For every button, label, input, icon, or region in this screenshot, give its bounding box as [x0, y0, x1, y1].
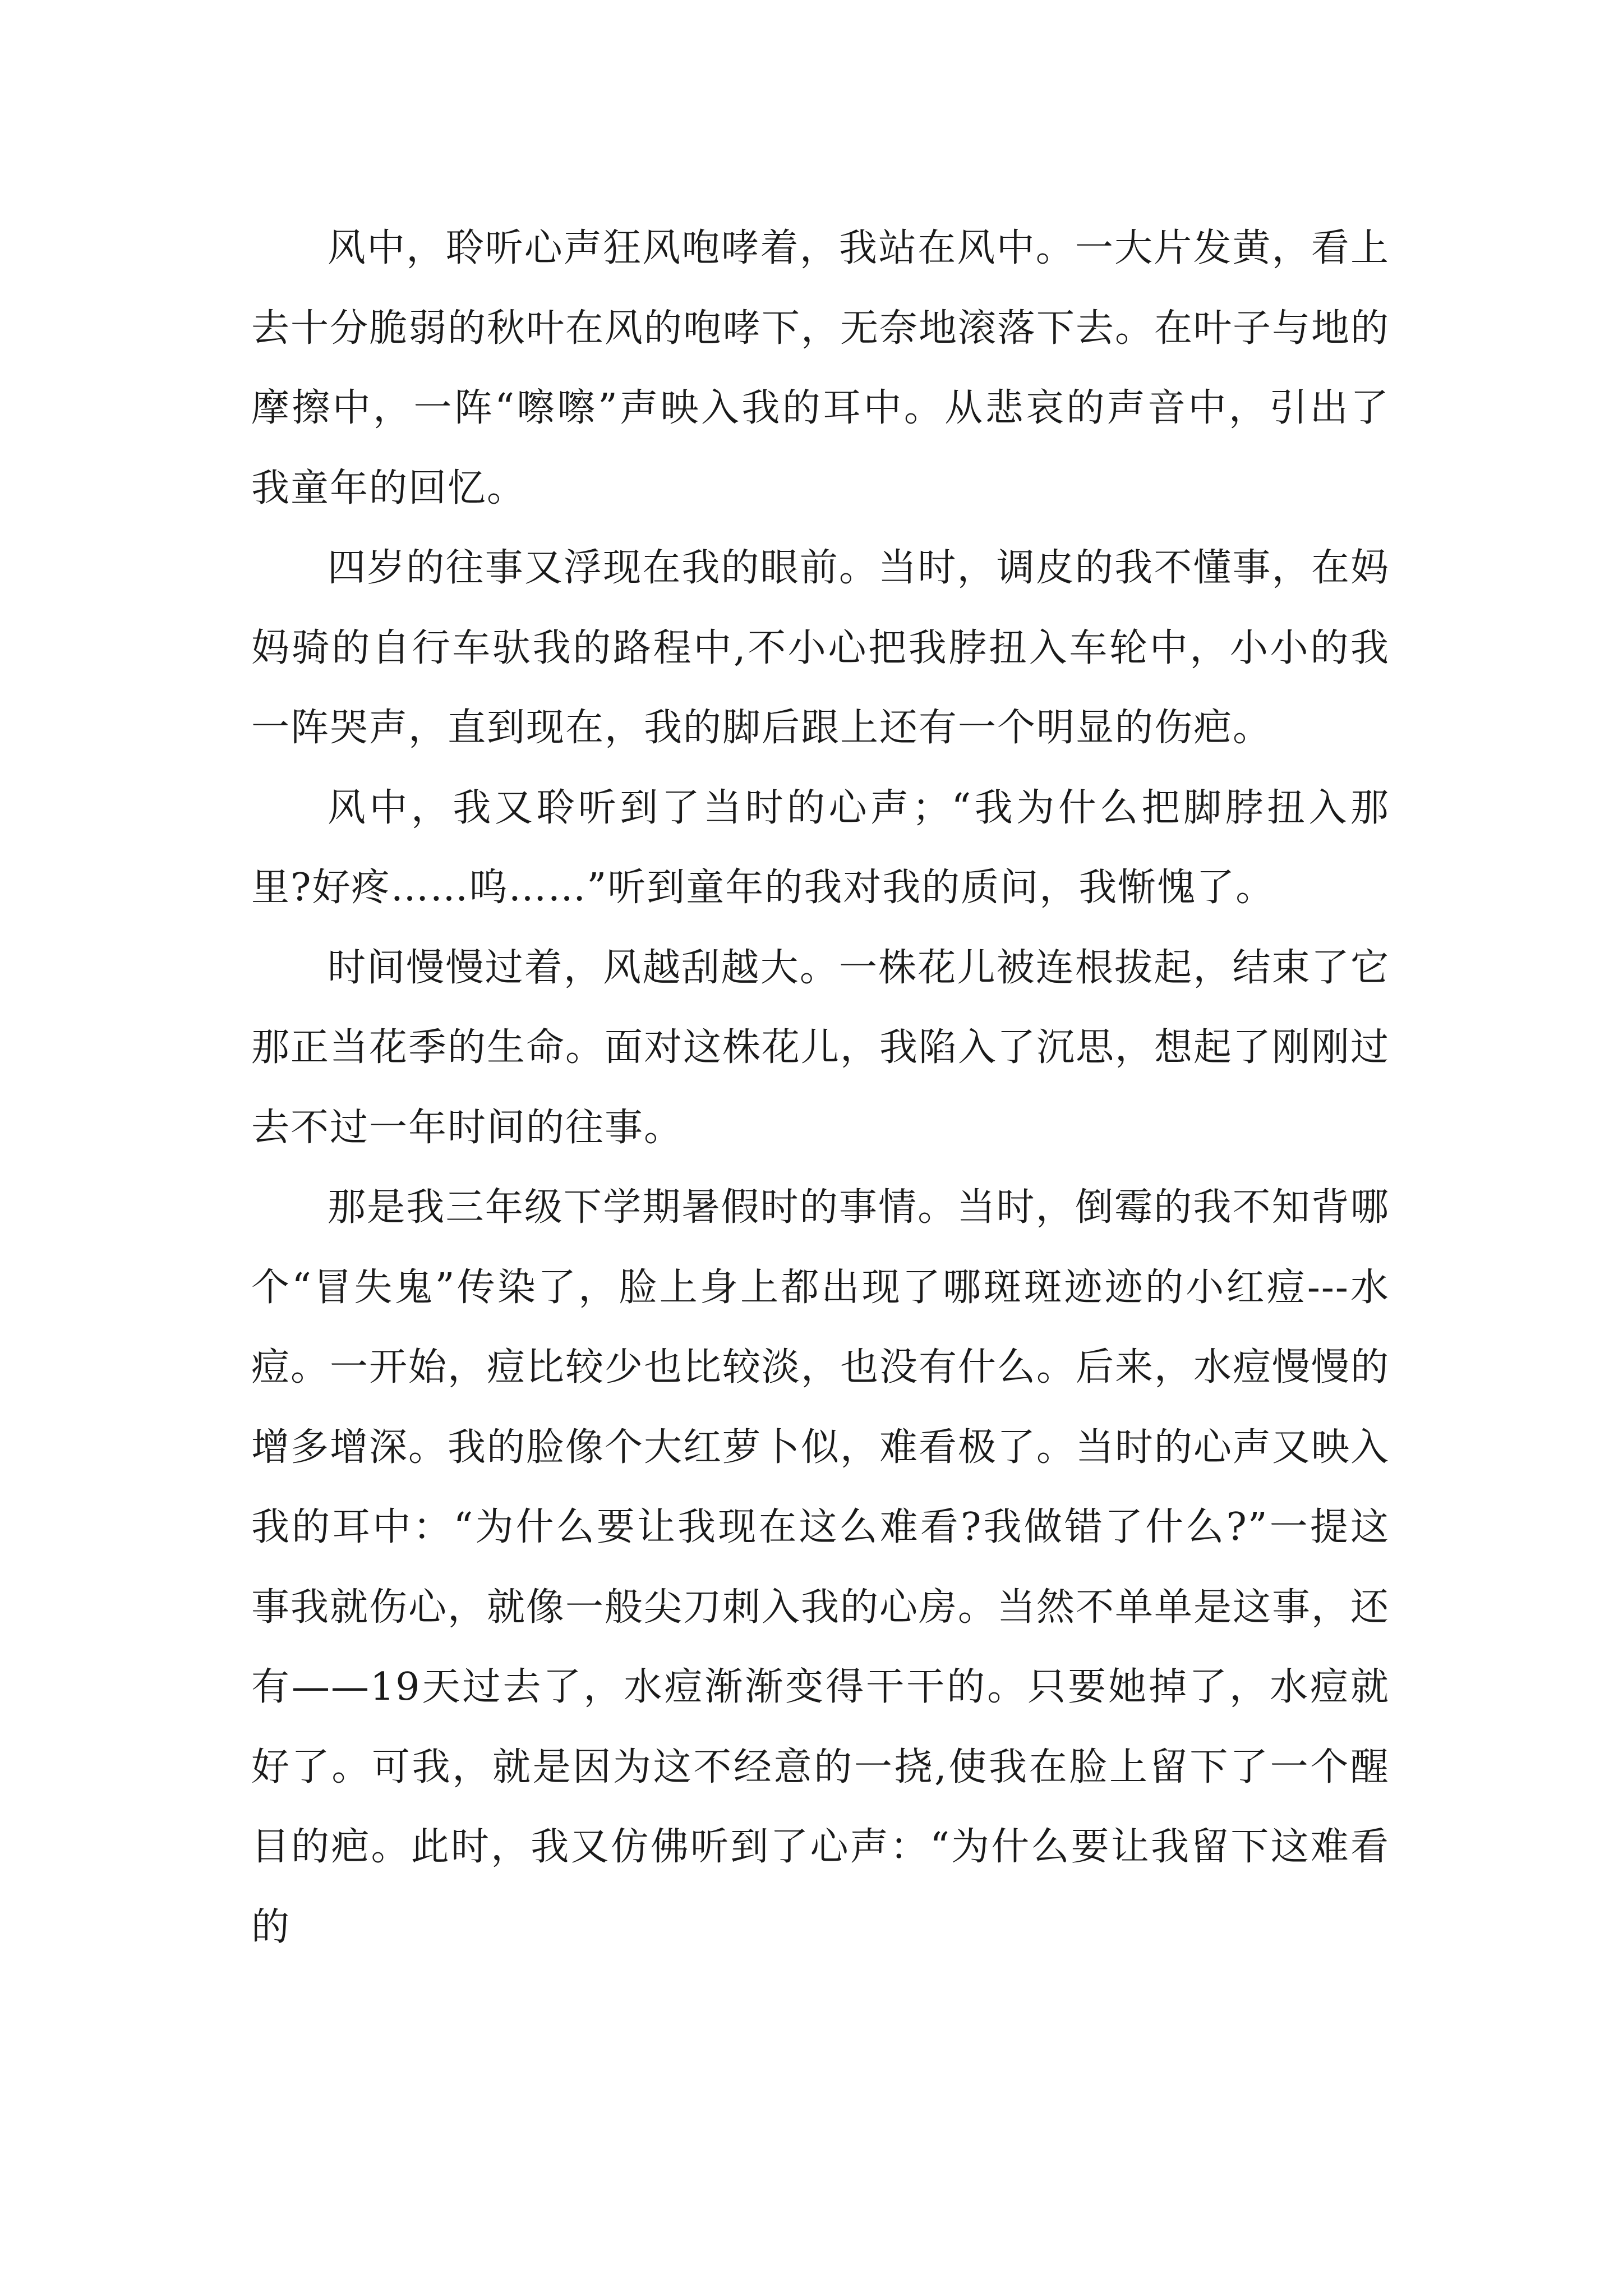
paragraph: 风中，聆听心声狂风咆哮着，我站在风中。一大片发黄，看上去十分脆弱的秋叶在风的咆哮下，无奈地滚落下去。在叶子与地的摩擦中，一阵“嚓嚓”声映入我的耳中。从悲哀的声音中，引出了我童年的回忆。 [251, 226, 1390, 510]
paragraph: 时间慢慢过着，风越刮越大。一株花儿被连根拔起，结束了它那正当花季的生命。面对这株花儿，我陷入了沉思，想起了刚刚过去不过一年时间的往事。 [251, 945, 1390, 1150]
paragraph: 风中，我又聆听到了当时的心声；“我为什么把脚脖扭入那里?好疼……呜……”听到童年的我对我的质问，我惭愧了。 [251, 785, 1390, 910]
paragraph: 那是我三年级下学期暑假时的事情。当时，倒霉的我不知背哪个“冒失鬼”传染了，脸上身上都出现了哪斑斑迹迹的小红痘---水痘。一开始，痘比较少也比较淡，也没有什么。后来，水痘慢慢的增多增深。我的脸像个大红萝卜似，难看极了。当时的心声又映入我的耳中：“为什么要让我现在这么难看?我做错了什么?”一提这事我就伤心，就像一般尖刀刺入我的心房。当然不单单是这事，还有——19天过去了，水痘渐渐变得干干的。只要她掉了，水痘就好了。可我，就是因为这不经意的一挠,使我在脸上留下了一个醒目的疤。此时，我又仿佛听到了心声：“为什么要让我留下这难看的 [251, 1185, 1390, 1949]
document-body [251, 209, 1390, 1967]
paragraph: 四岁的往事又浮现在我的眼前。当时，调皮的我不懂事，在妈妈骑的自行车驮我的路程中,不小心把我脖扭入车轮中，小小的我一阵哭声，直到现在，我的脚后跟上还有一个明显的伤疤。 [251, 546, 1390, 750]
